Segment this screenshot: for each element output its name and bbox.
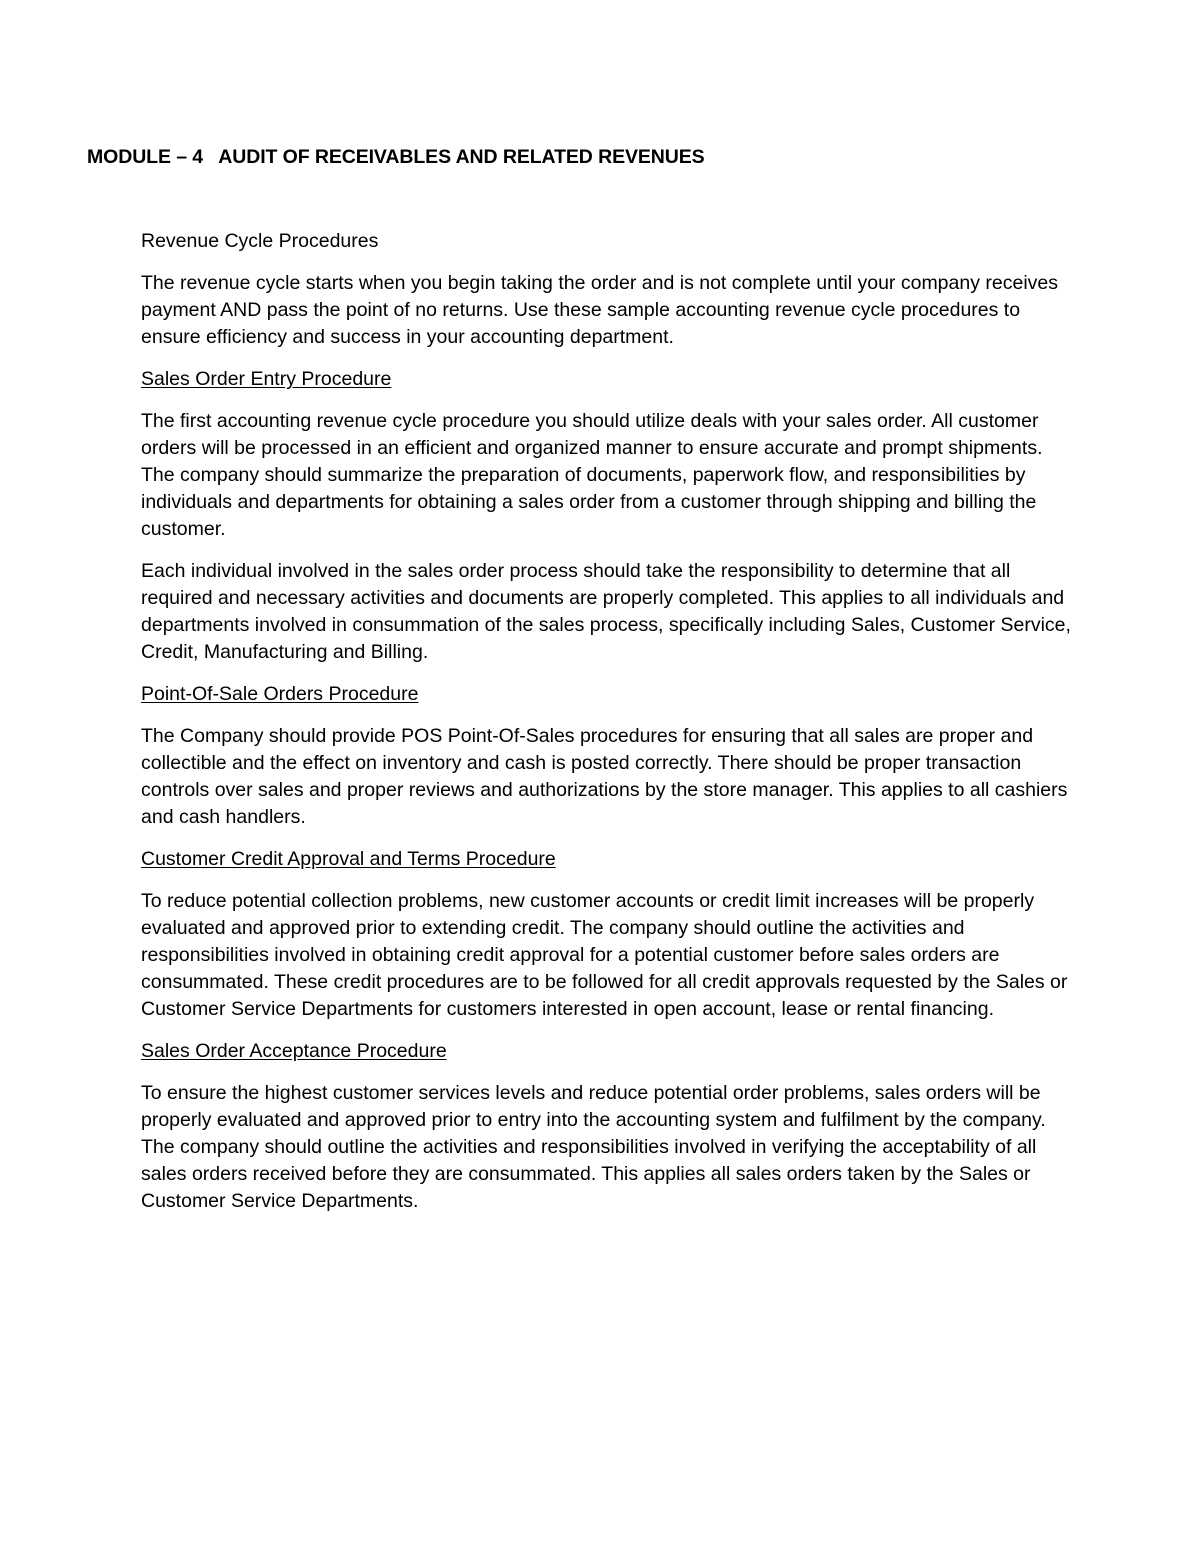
sales-order-entry-paragraph-1: The first accounting revenue cycle procedure you should utilize deals with your sales order. All customer orders will be processed in an efficient and organized manner to ensure accurate and prompt shipments. The company should summarize the preparation of documents, paperwork flow, and responsibilities by individuals and departments for obtaining a sales order from a customer through shipping and billing the customer. [141,410,1043,540]
intro-paragraph: The revenue cycle starts when you begin taking the order and is not complete until your company receives payment AND pass the point of no returns. Use these sample accounting revenue cycle procedures to ensure efficiency and success in your accounting department. [141,272,1058,348]
heading-order-acceptance: Sales Order Acceptance Procedure [141,1040,447,1062]
sales-order-entry-paragraph-2: Each individual involved in the sales order process should take the responsibility to determine that all required and necessary activities and documents are properly completed. This applies to all individuals and departments involved in consummation of the sales process, specifically including Sales, Customer Service, Credit, Manufacturing and Billing. [141,560,1071,663]
point-of-sale-paragraph: The Company should provide POS Point-Of-Sales procedures for ensuring that all sales are proper and collectible and the effect on inventory and cash is posted correctly. There should be proper transaction controls over sales and proper reviews and authorizations by the store manager. This applies to all cashiers and cash handlers. [141,725,1068,828]
heading-credit-approval: Customer Credit Approval and Terms Procedure [141,848,556,870]
document-body [141,228,1071,1230]
module-title: MODULE – 4 AUDIT OF RECEIVABLES AND RELATED REVENUES [87,146,705,168]
order-acceptance-paragraph: To ensure the highest customer services levels and reduce potential order problems, sales orders will be properly evaluated and approved prior to entry into the accounting system and fulfilment by the company. The company should outline the activities and responsibilities involved in verifying the acceptability of all sales orders received before they are consummated. This applies all sales orders taken by the Sales or Customer Service Departments. [141,1082,1046,1212]
heading-point-of-sale: Point-Of-Sale Orders Procedure [141,683,419,705]
heading-sales-order-entry: Sales Order Entry Procedure [141,368,392,390]
section-title: Revenue Cycle Procedures [141,230,379,252]
credit-approval-paragraph: To reduce potential collection problems, new customer accounts or credit limit increases will be properly evaluated and approved prior to extending credit. The company should outline the activities and responsibilities involved in obtaining credit approval for a potential customer before sales orders are consummated. These credit procedures are to be followed for all credit approvals requested by the Sales or Customer Service Departments for customers interested in open account, lease or rental financing. [141,890,1068,1020]
